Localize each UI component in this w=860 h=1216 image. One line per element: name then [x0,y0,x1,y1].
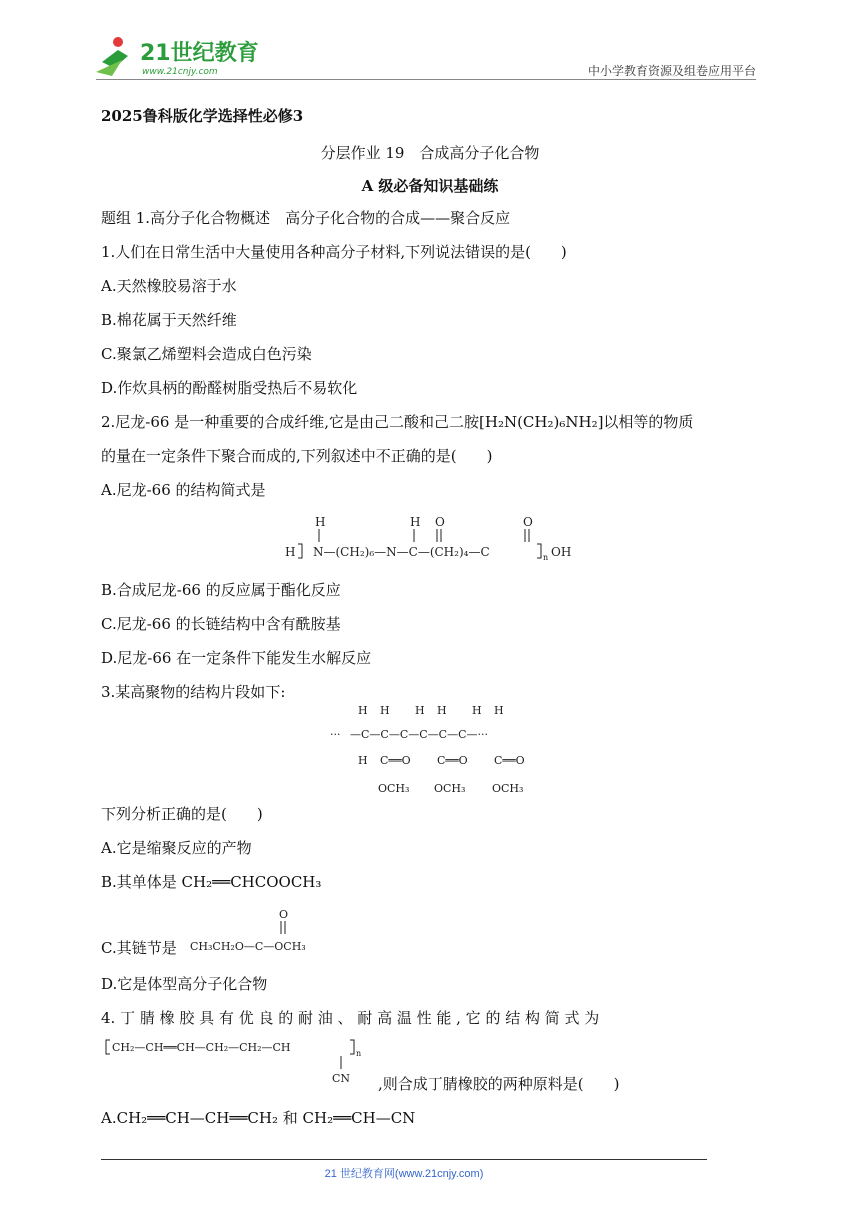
q2-option-a: A.尼龙-66 的结构简式是 [101,481,266,499]
footer-divider [101,1159,707,1160]
level-title: A 级必备知识基础练 [361,177,499,195]
svg-text:O: O [435,515,445,529]
q3-option-a: A.它是缩聚反应的产物 [101,839,252,857]
svg-text:n: n [356,1049,362,1058]
q2-stem-line1: 2.尼龙-66 是一种重要的合成纤维,它是由己二酸和己二胺[H₂N(CH₂)₆NH₂]以相等的物质 [101,413,694,431]
svg-text:H: H [472,704,482,717]
series-title: 2025鲁科版化学选择性必修3 [101,107,304,125]
svg-text:C══O: C══O [494,754,525,767]
svg-text:OCH₃: OCH₃ [492,782,524,795]
q2-option-b: B.合成尼龙-66 的反应属于酯化反应 [101,581,341,599]
svg-text:O: O [279,908,289,921]
svg-text:H: H [410,515,421,529]
platform-name: 中小学教育资源及组卷应用平台 [587,64,756,78]
nitrile-rubber-structure [100,1036,380,1090]
svg-text:C══O: C══O [380,754,411,767]
nylon66-structure [285,512,585,566]
group-title: 题组 1.高分子化合物概述 高分子化合物的合成——聚合反应 [101,209,511,227]
q3-option-d: D.它是体型高分子化合物 [101,975,268,993]
svg-text:H: H [285,545,296,559]
footer-link[interactable]: 21 世纪教育网(www.21cnjy.com) [324,1168,484,1180]
svg-text:H: H [415,704,425,717]
svg-text:CN: CN [332,1072,351,1085]
polymer-fragment-structure [330,700,540,798]
svg-text:H: H [494,704,504,717]
svg-text:C══O: C══O [437,754,468,767]
q1-option-b: B.棉花属于天然纤维 [101,311,237,329]
q1-option-a: A.天然橡胶易溶于水 [101,277,237,295]
q2-option-d: D.尼龙-66 在一定条件下能发生水解反应 [101,649,372,667]
svg-text:OH: OH [551,545,572,559]
site-logo [92,32,262,80]
q2-option-c: C.尼龙-66 的长链结构中含有酰胺基 [101,615,341,633]
q1-option-d: D.作炊具柄的酚醛树脂受热后不易软化 [101,379,358,397]
svg-text:H: H [358,704,368,717]
q3-option-b: B.其单体是 CH₂══CHCOOCH₃ [101,873,322,891]
svg-text:H: H [315,515,326,529]
q4-stem: 4. 丁 腈 橡 胶 具 有 优 良 的 耐 油 、 耐 高 温 性 能 , 它 的 结 构 简 式 为 [101,1009,600,1027]
svg-text:H: H [437,704,447,717]
q1-option-c: C.聚氯乙烯塑料会造成白色污染 [101,345,312,363]
repeat-unit-structure [190,906,350,958]
q3-sub-stem: 下列分析正确的是( ) [101,805,263,823]
header-divider [96,79,756,80]
svg-text:H: H [358,754,368,767]
svg-text:N—(CH₂)₆—N—C—(CH₂)₄—C: N—(CH₂)₆—N—C—(CH₂)₄—C [313,545,490,559]
q4-stem-tail: ,则合成丁腈橡胶的两种原料是( ) [378,1075,620,1093]
svg-text:—C—C—C—C—C—C—···: —C—C—C—C—C—C—··· [350,728,488,741]
svg-text:21世纪教育: 21世纪教育 [140,41,259,66]
svg-text:OCH₃: OCH₃ [434,782,466,795]
page-title: 分层作业 19 合成高分子化合物 [320,144,540,162]
q3-option-c: C.其链节是 [101,939,177,957]
svg-text:CH₃CH₂O—C—OCH₃: CH₃CH₂O—C—OCH₃ [190,940,306,953]
svg-text:n: n [543,553,549,562]
svg-text:H: H [380,704,390,717]
svg-text:OCH₃: OCH₃ [378,782,410,795]
svg-text:CH₂—CH══CH—CH₂—CH₂—CH: CH₂—CH══CH—CH₂—CH₂—CH [112,1041,291,1054]
svg-text:www.21cnjy.com: www.21cnjy.com [142,67,218,77]
svg-text:···: ··· [330,728,341,741]
q2-stem-line2: 的量在一定条件下聚合而成的,下列叙述中不正确的是( ) [101,447,493,465]
page-header [0,0,860,90]
svg-text:O: O [523,515,533,529]
q4-option-a: A.CH₂══CH—CH══CH₂ 和 CH₂══CH—CN [101,1109,416,1127]
q3-stem: 3.某高聚物的结构片段如下: [101,683,286,701]
q1-stem: 1.人们在日常生活中大量使用各种高分子材料,下列说法错误的是( ) [101,243,567,261]
